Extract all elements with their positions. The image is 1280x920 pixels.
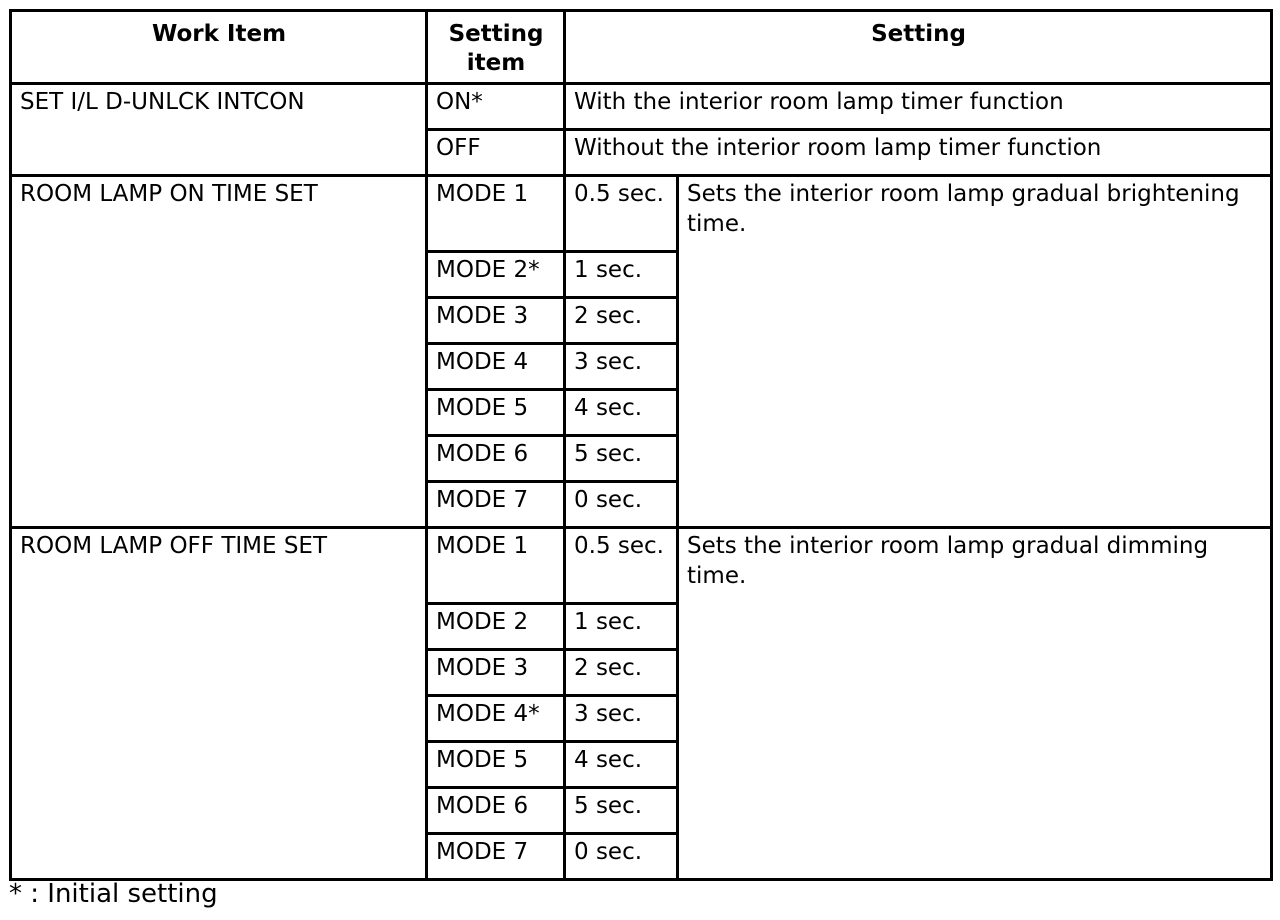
- mode-cell: MODE 3: [427, 298, 565, 344]
- time-cell: 0 sec.: [565, 834, 678, 880]
- time-cell: 3 sec.: [565, 344, 678, 390]
- setting-cell: With the interior room lamp timer function: [565, 84, 1272, 130]
- settings-table: [9, 9, 1273, 881]
- mode-cell: MODE 6: [427, 788, 565, 834]
- mode-cell: MODE 1: [427, 176, 565, 252]
- setting-cell: Without the interior room lamp timer function: [565, 130, 1272, 176]
- footnote: * : Initial setting: [9, 879, 218, 909]
- off-time-description: Sets the interior room lamp gradual dimming time.: [678, 528, 1272, 880]
- header-setting-item: Setting item: [427, 11, 565, 84]
- table-row: [11, 84, 1272, 130]
- time-cell: 2 sec.: [565, 650, 678, 696]
- table-row: [11, 176, 1272, 252]
- mode-cell: MODE 5: [427, 390, 565, 436]
- setting-item-cell: ON*: [427, 84, 565, 130]
- mode-cell: MODE 7: [427, 834, 565, 880]
- time-cell: 3 sec.: [565, 696, 678, 742]
- time-cell: 0.5 sec.: [565, 528, 678, 604]
- mode-cell: MODE 3: [427, 650, 565, 696]
- on-time-description: Sets the interior room lamp gradual brightening time.: [678, 176, 1272, 528]
- mode-cell: MODE 6: [427, 436, 565, 482]
- header-row: [11, 11, 1272, 84]
- time-cell: 5 sec.: [565, 788, 678, 834]
- time-cell: 4 sec.: [565, 742, 678, 788]
- time-cell: 0 sec.: [565, 482, 678, 528]
- time-cell: 1 sec.: [565, 604, 678, 650]
- time-cell: 0.5 sec.: [565, 176, 678, 252]
- time-cell: 1 sec.: [565, 252, 678, 298]
- time-cell: 4 sec.: [565, 390, 678, 436]
- work-item-on-time: ROOM LAMP ON TIME SET: [11, 176, 427, 528]
- mode-cell: MODE 4*: [427, 696, 565, 742]
- work-item-off-time: ROOM LAMP OFF TIME SET: [11, 528, 427, 880]
- header-setting: Setting: [565, 11, 1272, 84]
- time-cell: 2 sec.: [565, 298, 678, 344]
- mode-cell: MODE 2: [427, 604, 565, 650]
- mode-cell: MODE 7: [427, 482, 565, 528]
- mode-cell: MODE 4: [427, 344, 565, 390]
- mode-cell: MODE 5: [427, 742, 565, 788]
- table-row: [11, 528, 1272, 604]
- header-work-item: Work Item: [11, 11, 427, 84]
- work-item-interlock: SET I/L D-UNLCK INTCON: [11, 84, 427, 176]
- mode-cell: MODE 2*: [427, 252, 565, 298]
- setting-item-cell: OFF: [427, 130, 565, 176]
- mode-cell: MODE 1: [427, 528, 565, 604]
- time-cell: 5 sec.: [565, 436, 678, 482]
